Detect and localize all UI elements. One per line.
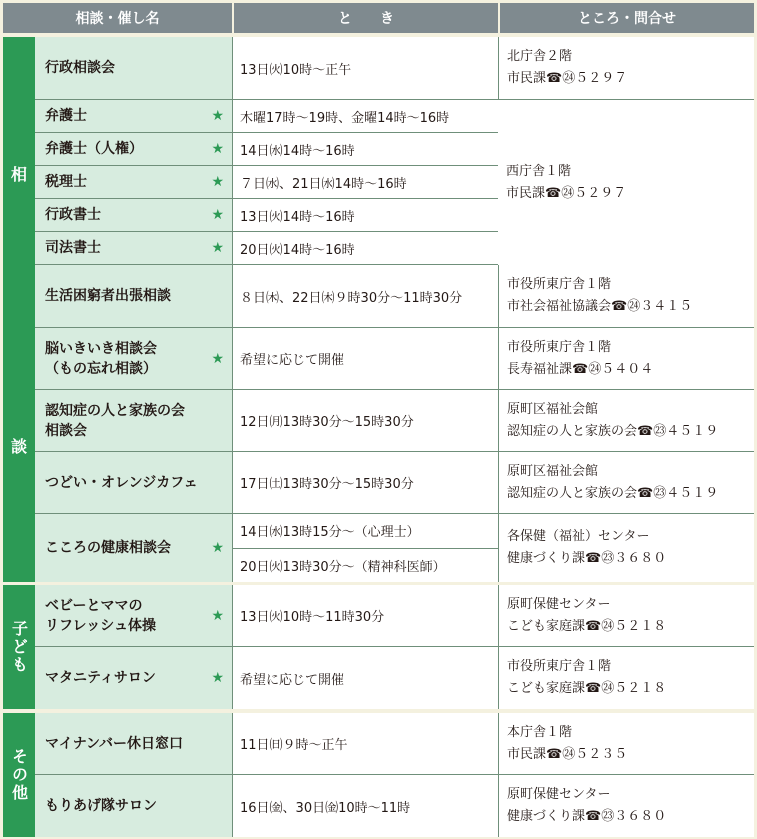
- header-time: と き: [234, 3, 500, 33]
- star-icon: ★: [211, 607, 224, 624]
- star-icon: ★: [211, 207, 224, 223]
- table-row: 行政相談会 13日㈫10時〜正午 北庁舎２階 市民課☎㉔５２９７: [35, 37, 754, 100]
- star-icon: ★: [211, 108, 224, 124]
- merged-place-cell: 西庁舎１階 市民課☎㉔５２９７: [498, 100, 754, 265]
- table-header: [3, 3, 754, 33]
- star-icon: ★: [211, 350, 224, 367]
- section-sonota: [3, 713, 754, 837]
- table-row: 認知症の人と家族の会 相談会 12日㈪13時30分〜15時30分 原町区福祉会館 認知症の人と家族の会☎㉓４５１９: [35, 390, 754, 452]
- category-kodomo: 子ども: [3, 585, 35, 709]
- table-row: 税理士 ★ ７日㈬、21日㈬14時〜16時: [35, 166, 754, 199]
- star-icon: ★: [211, 540, 224, 556]
- table-row: こころの健康相談会 ★ 14日㈬13時15分〜（心理士） 20日㈫13時30分〜（精神科医師） 各保健（福祉）センター 健康づくり課☎㉓３６８０: [35, 514, 754, 582]
- star-icon: ★: [211, 174, 224, 190]
- header-place: ところ・問合せ: [578, 11, 676, 27]
- table-row: ベビーとママの リフレッシュ体操 ★ 13日㈫10時〜11時30分 原町保健センター こども家庭課☎㉔５２１８: [35, 585, 754, 647]
- category-sonota: その他: [3, 713, 35, 837]
- table-row: 弁護士（人権） ★ 14日㈬14時〜16時: [35, 133, 754, 166]
- star-icon: ★: [211, 141, 224, 157]
- star-icon: ★: [211, 670, 224, 686]
- table-row: もりあげ隊サロン 16日㈮、30日㈮10時〜11時 原町保健センター 健康づくり課☎㉓３６８０: [35, 775, 754, 837]
- table-row: 司法書士 ★ 20日㈫14時〜16時: [35, 232, 754, 265]
- header-name: 相談・催し名: [3, 3, 234, 33]
- star-icon: ★: [211, 240, 224, 256]
- table-row: つどい・オレンジカフェ 17日㈯13時30分〜15時30分 原町区福祉会館 認知症の人と家族の会☎㉓４５１９: [35, 452, 754, 514]
- table-row: 行政書士 ★ 13日㈫14時〜16時: [35, 199, 754, 232]
- table-row: マタニティサロン ★ 希望に応じて開催 市役所東庁舎１階 こども家庭課☎㉔５２１８: [35, 647, 754, 709]
- section-kodomo: [3, 585, 754, 709]
- table-row: 弁護士 ★ 木曜17時〜19時、金曜14時〜16時: [35, 100, 754, 133]
- table-row: 生活困窮者出張相談 ８日㈭、22日㈭９時30分〜11時30分 市役所東庁舎１階 市社会福祉協議会☎㉔３４１５: [35, 265, 754, 328]
- category-soudan: 相 談: [3, 37, 35, 582]
- table-row: マイナンバー休日窓口 11日㈰９時〜正午 本庁舎１階 市民課☎㉔５２３５: [35, 713, 754, 775]
- table-row: 脳いきいき相談会 （もの忘れ相談） ★ 希望に応じて開催 市役所東庁舎１階 長寿福祉課☎㉔５４０４: [35, 328, 754, 390]
